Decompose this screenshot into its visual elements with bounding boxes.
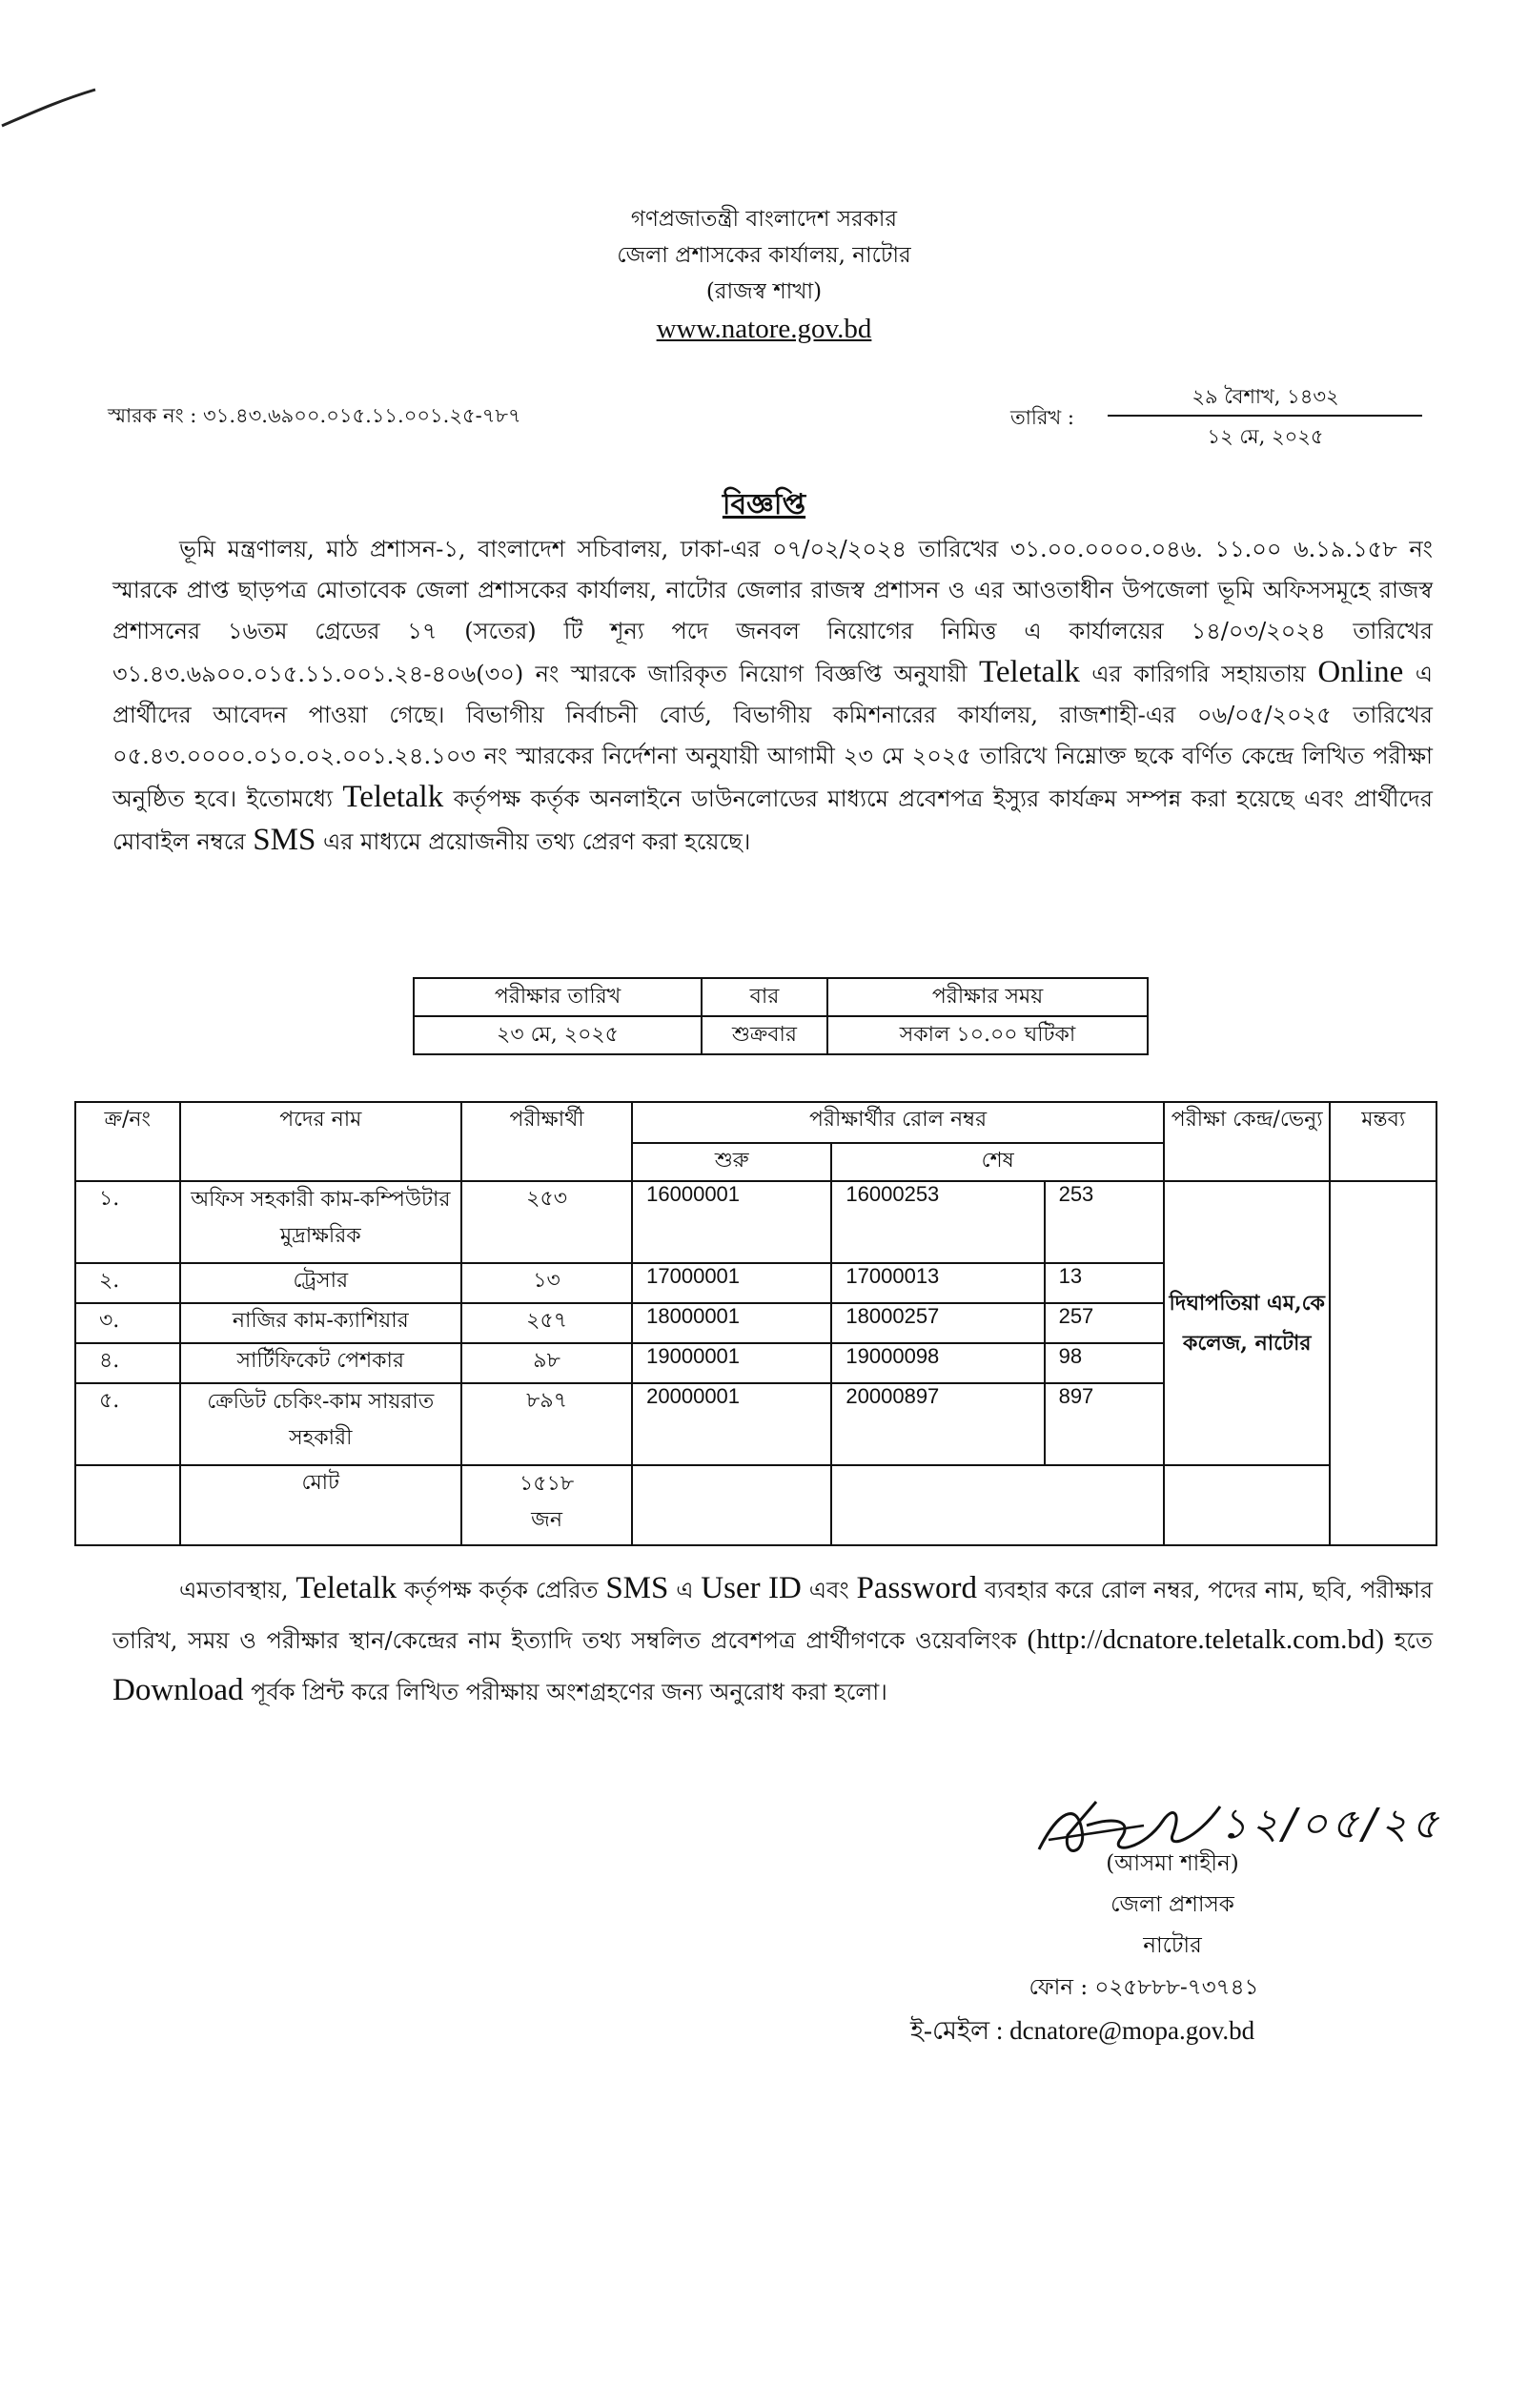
closing-text-6: হতে <box>1394 1627 1433 1654</box>
closing-text-4: এবং <box>808 1577 849 1603</box>
sms-text: SMS <box>253 823 316 857</box>
schedule-time: সকাল ১০.০০ ঘটিকা <box>827 1016 1148 1054</box>
row-roll-start: 18000001 <box>632 1303 831 1343</box>
row-candidate-count: ৯৮ <box>461 1343 632 1383</box>
row-roll-end: 19000098 <box>831 1343 1044 1383</box>
row-post-name: ক্রেডিট চেকিং-কাম সায়রাত সহকারী <box>180 1383 462 1465</box>
password-text: Password <box>856 1571 977 1605</box>
row-roll-end: 16000253 <box>831 1181 1044 1263</box>
header-serial: ক্র/নং <box>75 1102 180 1181</box>
body-paragraph <box>112 529 1433 863</box>
header-candidates: পরীক্ষার্থী <box>461 1102 632 1181</box>
row-post-name: নাজির কাম-ক্যাশিয়ার <box>180 1303 462 1343</box>
gov-header-line1: গণপ্রজাতন্ত্রী বাংলাদেশ সরকার <box>630 207 898 232</box>
schedule-date: ২৩ মে, ২০২৫ <box>414 1016 702 1054</box>
total-empty-serial <box>75 1465 180 1545</box>
row-serial: ৩. <box>75 1303 180 1343</box>
schedule-header-day: বার <box>702 978 827 1016</box>
date-label: তারিখ : <box>1010 406 1074 429</box>
total-count: ১৫১৮ জন <box>461 1465 632 1545</box>
closing-text-7: পূর্বক প্রিন্ট করে লিখিত পরীক্ষায় অংশগ্রহণের জন্য অনুরোধ করা হলো। <box>251 1679 887 1705</box>
gov-header-line3: (রাজস্ব শাখা) <box>705 279 823 304</box>
signatory-name: (আসমা শাহীন) <box>1106 1851 1239 1876</box>
row-post-name: ট্রেসার <box>180 1263 462 1303</box>
row-roll-end: 20000897 <box>831 1383 1044 1465</box>
total-label: মোট <box>180 1465 462 1545</box>
pen-mark <box>0 76 105 133</box>
body-text-5: এর মাধ্যমে প্রয়োজনীয় তথ্য প্রেরণ করা হয়েছে। <box>323 828 751 855</box>
venue-cell: দিঘাপতিয়া এম,কে কলেজ, নাটোর <box>1164 1181 1330 1465</box>
signatory-email[interactable]: ই-মেইল : dcnatore@mopa.gov.bd <box>910 2016 1255 2045</box>
date-divider <box>1108 415 1422 417</box>
handwritten-date: ১২/০৫/২৫ <box>1220 1800 1443 1848</box>
closing-text-1: এমতাবস্থায়, <box>179 1577 289 1603</box>
signatory-phone: ফোন : ০২৫৮৮৮-৭৩৭৪১ <box>1029 1975 1259 2000</box>
row-roll-end: 17000013 <box>831 1263 1044 1303</box>
teletalk-text: Teletalk <box>342 780 444 814</box>
row-roll-total: 253 <box>1045 1181 1164 1263</box>
row-candidate-count: ১৩ <box>461 1263 632 1303</box>
exam-schedule-table <box>413 977 1149 1055</box>
sms-text: SMS <box>605 1571 669 1605</box>
header-remarks: মন্তব্য <box>1330 1102 1436 1181</box>
row-roll-total: 13 <box>1045 1263 1164 1303</box>
row-roll-total: 257 <box>1045 1303 1164 1343</box>
row-serial: ৫. <box>75 1383 180 1465</box>
signatory-designation: জেলা প্রশাসক <box>1110 1892 1234 1917</box>
teletalk-text: Teletalk <box>295 1571 397 1605</box>
header-roll-start: শুরু <box>632 1143 831 1181</box>
candidate-roll-table <box>74 1101 1437 1546</box>
closing-paragraph <box>112 1563 1433 1717</box>
row-candidate-count: ৮৯৭ <box>461 1383 632 1465</box>
row-roll-start: 17000001 <box>632 1263 831 1303</box>
gov-header-line2: জেলা প্রশাসকের কার্যালয়, নাটোর <box>617 243 911 268</box>
total-row <box>75 1465 1436 1545</box>
body-text-4: কর্তৃপক্ষ কর্তৃক অনলাইনে ডাউনলোডের মাধ্যমে প্রবেশপত্র ইস্যুর কার্যক্রম সম্পন্ন করা হয়েছে এবং প্রার্থীদের মোবাইল নম্বরে <box>112 786 1433 855</box>
schedule-day: শুক্রবার <box>702 1016 827 1054</box>
body-text-3: এ প্রার্থীদের আবেদন পাওয়া গেছে। বিভাগীয় নির্বাচনী বোর্ড, বিভাগীয় কমিশনারের কার্যালয়, রাজশাহী-এর ০৬/০৫/২০২৫ তারিখের ০৫.৪৩.০০০০.০১০.০২.০০১.২৪.১০৩ নং স্মারকের নির্দেশনা অনুযায়ী আগামী ২৩ মে ২০২৫ তারিখে নিম্নোক্ত ছকে বর্ণিত কেন্দ্রে লিখিত পরীক্ষা অনুষ্ঠিত হবে। ইতোমধ্যে <box>112 661 1433 812</box>
closing-text-3: এ <box>676 1577 694 1603</box>
signatory-district: নাটোর <box>1143 1933 1202 1958</box>
download-text: Download <box>112 1673 244 1707</box>
header-roll-end: শেষ <box>831 1143 1164 1181</box>
total-empty <box>1164 1465 1330 1545</box>
date-bangla-calendar: ২৯ বৈশাখ, ১৪৩২ <box>1192 385 1339 408</box>
total-empty <box>632 1465 831 1545</box>
body-text-1: ভূমি মন্ত্রণালয়, মাঠ প্রশাসন-১, বাংলাদেশ সচিবালয়, ঢাকা-এর ০৭/০২/২০২৪ তারিখের ৩১.০০.০০০০.০৪৬. ১১.০০ ৬.১৯.১৫৮ নং স্মারকে প্রাপ্ত ছাড়পত্র মোতাবেক জেলা প্রশাসকের কার্যালয়, নাটোর জেলার রাজস্ব প্রশাসন ও এর আওতাধীন উপজেলা ভূমি অফিসসমূহে রাজস্ব প্রশাসনের ১৬তম গ্রেডের ১৭ (সতের) টি শূন্য পদে জনবল নিয়োগের নিমিত্ত এ কার্যালয়ের ১৪/০৩/২০২৪ তারিখের ৩১.৪৩.৬৯০০.০১৫.১১.০০১.২৪-৪০৬(৩০) নং স্মারকে জারিকৃত নিয়োগ বিজ্ঞপ্তি অনুযায়ী <box>112 536 1433 687</box>
header-roll-number: পরীক্ষার্থীর রোল নম্বর <box>632 1102 1164 1143</box>
header-venue: পরীক্ষা কেন্দ্র/ভেন্যু <box>1164 1102 1330 1181</box>
row-roll-start: 20000001 <box>632 1383 831 1465</box>
row-serial: ১. <box>75 1181 180 1263</box>
body-text-2: এর কারিগরি সহায়তায় <box>1091 661 1306 687</box>
closing-text-2: কর্তৃপক্ষ কর্তৃক প্রেরিত <box>404 1577 599 1603</box>
row-serial: ৪. <box>75 1343 180 1383</box>
closing-text-5: ব্যবহার করে রোল নম্বর, পদের নাম, ছবি, পরীক্ষার তারিখ, সময় ও পরীক্ষার স্থান/কেন্দ্রের নাম ইত্যাদি তথ্য সম্বলিত প্রবেশপত্র প্রার্থীগণকে ওয়েবলিংক <box>112 1577 1434 1654</box>
row-roll-total: 897 <box>1045 1383 1164 1465</box>
memo-reference: স্মারক নং : ৩১.৪৩.৬৯০০.০১৫.১১.০০১.২৫-৭৮৭ <box>108 404 521 427</box>
row-roll-start: 16000001 <box>632 1181 831 1263</box>
row-roll-start: 19000001 <box>632 1343 831 1383</box>
schedule-header-date: পরীক্ষার তারিখ <box>414 978 702 1016</box>
total-empty <box>831 1465 1164 1545</box>
schedule-header-time: পরীক্ষার সময় <box>827 978 1148 1016</box>
row-candidate-count: ২৫৭ <box>461 1303 632 1343</box>
header-post-name: পদের নাম <box>180 1102 462 1181</box>
row-post-name: সার্টিফিকেট পেশকার <box>180 1343 462 1383</box>
row-roll-end: 18000257 <box>831 1303 1044 1343</box>
table-row <box>75 1181 1436 1263</box>
remarks-cell <box>1330 1181 1436 1545</box>
notice-title: বিজ্ঞপ্তি <box>722 488 806 521</box>
online-text: Online <box>1317 655 1404 689</box>
row-candidate-count: ২৫৩ <box>461 1181 632 1263</box>
website-link[interactable]: www.natore.gov.bd <box>656 314 872 344</box>
date-english-calendar: ১২ মে, ২০২৫ <box>1207 425 1324 448</box>
row-serial: ২. <box>75 1263 180 1303</box>
row-roll-total: 98 <box>1045 1343 1164 1383</box>
teletalk-weblink[interactable]: (http://dcnatore.teletalk.com.bd) <box>1027 1624 1384 1655</box>
teletalk-text: Teletalk <box>979 655 1080 689</box>
row-post-name: অফিস সহকারী কাম-কম্পিউটার মুদ্রাক্ষরিক <box>180 1181 462 1263</box>
user-id-text: User ID <box>701 1571 802 1605</box>
